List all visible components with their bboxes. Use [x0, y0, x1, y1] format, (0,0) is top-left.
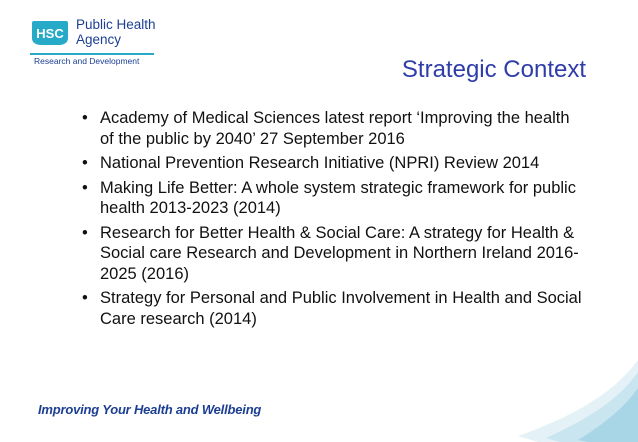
bullet-glyph: • [82, 289, 88, 307]
bullet-glyph: • [82, 178, 88, 197]
logo-subtitle: Research and Development [34, 56, 140, 66]
bullet-list [82, 108, 582, 333]
organisation-name-line2: Agency [76, 32, 122, 47]
hsc-badge-text: HSC [36, 26, 64, 41]
bullet-text: National Prevention Research Initiative (NPRI) Review 2014 [100, 154, 540, 172]
bullet-item [82, 178, 582, 219]
bullet-glyph: • [82, 223, 88, 242]
bullet-text: Making Life Better: A whole system strategic framework for public health 2013-2023 (2014) [100, 178, 576, 217]
organisation-name-line1: Public Health [76, 17, 156, 32]
bullet-item [82, 223, 582, 285]
bullet-glyph: • [82, 109, 88, 127]
logo-divider [30, 53, 154, 55]
decorative-swoosh-icon [498, 352, 638, 442]
bullet-text: Research for Better Health & Social Care: A strategy for Health & Social care Research and Development in Northern Ireland 2016-2025 (2016) [100, 223, 579, 283]
organisation-name [76, 17, 156, 47]
footer-tagline: Improving Your Health and Wellbeing [38, 402, 262, 417]
bullet-item [82, 153, 582, 174]
hsc-badge-icon [30, 18, 70, 48]
bullet-text: Academy of Medical Sciences latest report ‘Improving the health of the public by 2040’ 27 September 2016 [100, 109, 570, 148]
hsc-pha-logo [30, 14, 154, 66]
bullet-text: Strategy for Personal and Public Involvement in Health and Social Care research (2014) [100, 289, 582, 328]
bullet-item [82, 288, 582, 329]
bullet-item [82, 108, 582, 149]
bullet-glyph: • [82, 154, 88, 172]
slide-title: Strategic Context [401, 56, 586, 83]
